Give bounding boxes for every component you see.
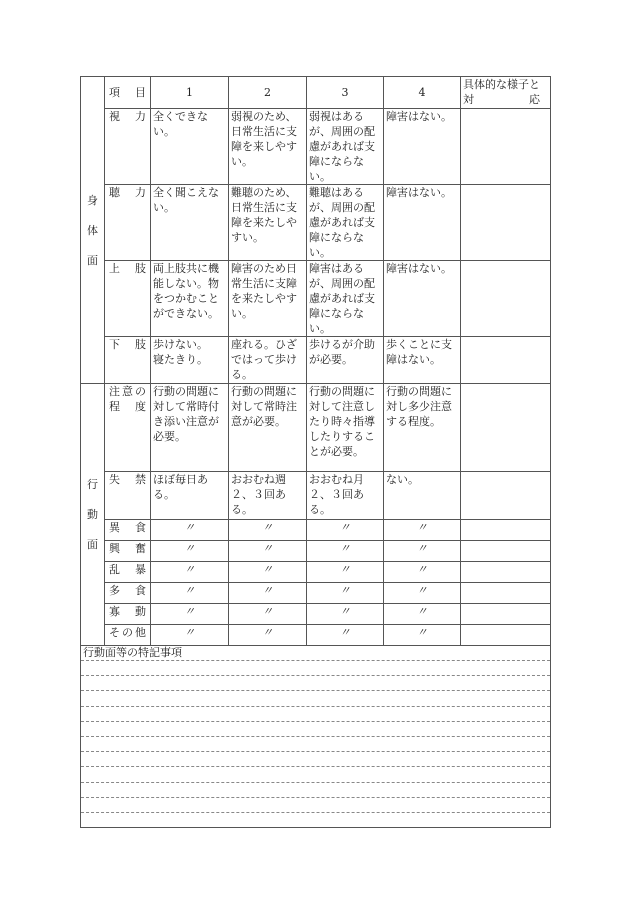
cell-level-2: 〃: [229, 583, 307, 604]
cell-level-1: 全く聞こえない。: [151, 185, 229, 261]
cell-level-1: 両上肢共に機能しない。物をつかむことができない。: [151, 261, 229, 337]
cell-level-3: 〃: [307, 625, 384, 646]
cell-level-4: 歩くことに支障はない。: [384, 337, 461, 384]
cell-level-4: 〃: [384, 625, 461, 646]
category-physical-char: 面: [87, 253, 98, 267]
cell-notes[interactable]: [461, 384, 551, 472]
header-level-2: 2: [229, 77, 307, 109]
cell-level-3: 〃: [307, 541, 384, 562]
row-label: 興 奮: [105, 541, 151, 562]
cell-level-3: 行動の問題に対して注意したり時々指導したりすることが必要。: [307, 384, 384, 472]
cell-level-3: 〃: [307, 604, 384, 625]
cell-notes[interactable]: [461, 337, 551, 384]
cell-level-2: 弱視のため、日常生活に支障を来しやすい。: [229, 109, 307, 185]
cell-level-3: 〃: [307, 583, 384, 604]
cell-level-2: 〃: [229, 562, 307, 583]
cell-level-3: 弱視はあるが、周囲の配慮があれば支障にならない。: [307, 109, 384, 185]
cell-level-2: 〃: [229, 520, 307, 541]
table-row: [81, 384, 551, 472]
notes-line: [81, 722, 550, 737]
category-behavioral: [81, 384, 105, 646]
cell-level-1: 全くできない。: [151, 109, 229, 185]
notes-row: [81, 646, 551, 828]
category-behavioral-char: 動: [87, 508, 98, 521]
cell-notes[interactable]: [461, 583, 551, 604]
cell-level-4: ない。: [384, 472, 461, 520]
category-physical: [81, 77, 105, 384]
cell-level-1: 〃: [151, 520, 229, 541]
notes-line: [81, 676, 550, 691]
cell-level-3: 〃: [307, 562, 384, 583]
row-label: 上 肢: [105, 261, 151, 337]
cell-level-3: おおむね月２、３回ある。: [307, 472, 384, 520]
cell-level-1: 行動の問題に対して常時付き添い注意が必要。: [151, 384, 229, 472]
header-row: [81, 77, 551, 109]
row-label: 異 食: [105, 520, 151, 541]
cell-level-1: 〃: [151, 583, 229, 604]
cell-notes[interactable]: [461, 185, 551, 261]
table-row: [81, 472, 551, 520]
notes-line: [81, 798, 550, 813]
cell-level-2: 〃: [229, 541, 307, 562]
cell-notes[interactable]: [461, 472, 551, 520]
notes-line: [81, 813, 550, 827]
cell-level-3: 歩けるが介助が必要。: [307, 337, 384, 384]
cell-notes[interactable]: [461, 625, 551, 646]
table-row: [81, 625, 551, 646]
assessment-sheet: [80, 76, 550, 828]
notes-line: [81, 767, 550, 782]
cell-notes[interactable]: [461, 541, 551, 562]
cell-level-4: 〃: [384, 520, 461, 541]
cell-level-1: 〃: [151, 541, 229, 562]
cell-level-2: 〃: [229, 604, 307, 625]
cell-level-3: 難聴はあるが、周囲の配慮があれば支障にならない。: [307, 185, 384, 261]
table-row: [81, 583, 551, 604]
cell-notes[interactable]: [461, 562, 551, 583]
category-physical-char: 体: [87, 223, 98, 237]
table-row: [81, 562, 551, 583]
cell-notes[interactable]: [461, 604, 551, 625]
notes-section[interactable]: [81, 646, 551, 828]
cell-level-2: 障害のため日常生活に支障を来たしやすい。: [229, 261, 307, 337]
header-level-4: 4: [384, 77, 461, 109]
notes-line: [81, 737, 550, 752]
cell-notes[interactable]: [461, 109, 551, 185]
category-behavioral-char: 行: [87, 478, 98, 491]
table-row: [81, 541, 551, 562]
cell-level-1: 〃: [151, 604, 229, 625]
row-label: 聴 力: [105, 185, 151, 261]
header-item: 項 目: [105, 77, 151, 109]
table-row: [81, 337, 551, 384]
notes-line: [81, 691, 550, 706]
row-label: 視 力: [105, 109, 151, 185]
row-label: 下 肢: [105, 337, 151, 384]
row-label: 注意の 程 度: [105, 384, 151, 472]
cell-level-1: ほぼ毎日ある。: [151, 472, 229, 520]
cell-level-2: 座れる。ひざではって歩ける。: [229, 337, 307, 384]
cell-level-4: 障害はない。: [384, 261, 461, 337]
cell-level-4: 〃: [384, 604, 461, 625]
cell-level-4: 障害はない。: [384, 185, 461, 261]
row-label: 多 食: [105, 583, 151, 604]
notes-line: [81, 752, 550, 767]
cell-notes[interactable]: [461, 261, 551, 337]
row-label: その他: [105, 625, 151, 646]
cell-level-2: 行動の問題に対して常時注意が必要。: [229, 384, 307, 472]
cell-level-2: 〃: [229, 625, 307, 646]
cell-level-4: 障害はない。: [384, 109, 461, 185]
cell-level-4: 〃: [384, 562, 461, 583]
notes-line: [81, 783, 550, 798]
cell-level-2: 難聴のため、日常生活に支障を来たしやすい。: [229, 185, 307, 261]
assessment-table: [80, 76, 551, 828]
cell-level-1: 〃: [151, 562, 229, 583]
cell-level-1: 〃: [151, 625, 229, 646]
cell-level-3: 障害はあるが、周囲の配慮があれば支障にならない。: [307, 261, 384, 337]
notes-line: [81, 661, 550, 676]
cell-level-3: 〃: [307, 520, 384, 541]
cell-level-4: 〃: [384, 541, 461, 562]
header-level-1: 1: [151, 77, 229, 109]
notes-title: 行動面等の特記事項: [81, 646, 550, 661]
table-row: [81, 185, 551, 261]
cell-level-4: 行動の問題に対し多少注意する程度。: [384, 384, 461, 472]
table-row: [81, 109, 551, 185]
header-specific-response: 具体的な様子と 対 応: [461, 77, 551, 109]
table-row: [81, 261, 551, 337]
table-row: [81, 520, 551, 541]
header-level-3: 3: [307, 77, 384, 109]
category-behavioral-char: 面: [87, 538, 98, 551]
category-physical-char: 身: [87, 193, 98, 207]
notes-line: [81, 707, 550, 722]
row-label: 失 禁: [105, 472, 151, 520]
cell-level-1: 歩けない。 寝たきり。: [151, 337, 229, 384]
table-row: [81, 604, 551, 625]
cell-level-4: 〃: [384, 583, 461, 604]
row-label: 乱 暴: [105, 562, 151, 583]
row-label: 寡 動: [105, 604, 151, 625]
cell-level-2: おおむね週２、３回ある。: [229, 472, 307, 520]
cell-notes[interactable]: [461, 520, 551, 541]
notes-lines: [81, 661, 550, 827]
